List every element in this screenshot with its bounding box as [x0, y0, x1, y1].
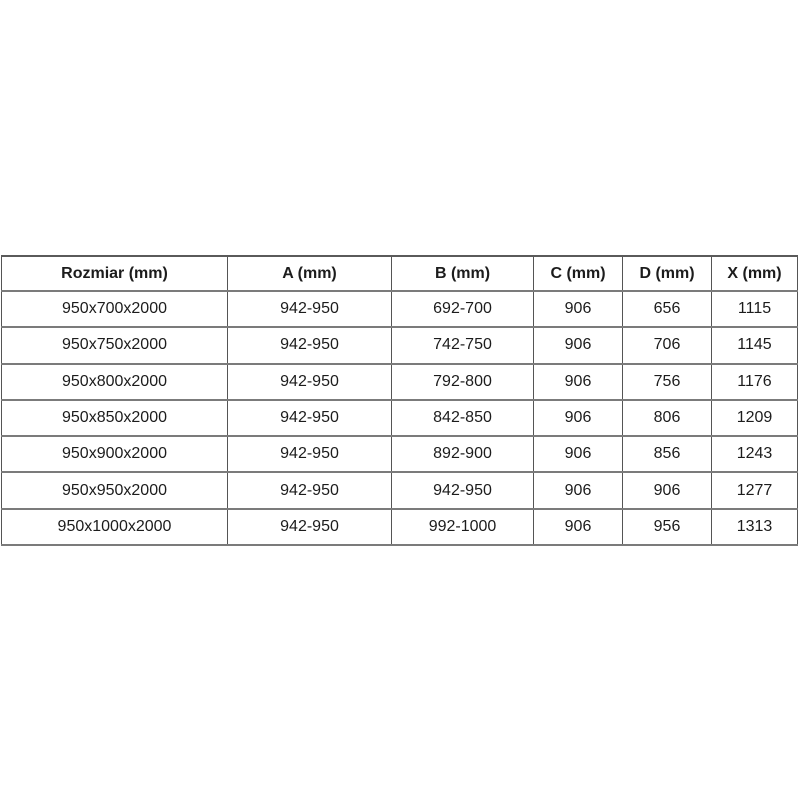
- table-cell-rozmiar: 950x750x2000: [2, 327, 228, 363]
- dimensions-table: [1, 255, 798, 546]
- table-cell-rozmiar: 950x950x2000: [2, 472, 228, 508]
- table-cell-c: 906: [534, 291, 623, 327]
- table-cell-a: 942-950: [228, 327, 392, 363]
- table-cell-x: 1115: [712, 291, 798, 327]
- table-cell-x: 1277: [712, 472, 798, 508]
- table-cell-c: 906: [534, 472, 623, 508]
- table-cell-d: 756: [623, 364, 712, 400]
- table-cell-d: 706: [623, 327, 712, 363]
- table-cell-a: 942-950: [228, 364, 392, 400]
- column-header-c: C (mm): [534, 256, 623, 291]
- table-row: [2, 472, 798, 508]
- table-cell-b: 992-1000: [392, 509, 534, 545]
- table-row: [2, 327, 798, 363]
- table-cell-d: 656: [623, 291, 712, 327]
- table-cell-a: 942-950: [228, 436, 392, 472]
- table-cell-d: 856: [623, 436, 712, 472]
- table-cell-a: 942-950: [228, 400, 392, 436]
- column-header-rozmiar: Rozmiar (mm): [2, 256, 228, 291]
- table-cell-rozmiar: 950x1000x2000: [2, 509, 228, 545]
- table-cell-a: 942-950: [228, 291, 392, 327]
- table-cell-b: 842-850: [392, 400, 534, 436]
- table-cell-x: 1313: [712, 509, 798, 545]
- table-row: [2, 400, 798, 436]
- column-header-d: D (mm): [623, 256, 712, 291]
- column-header-a: A (mm): [228, 256, 392, 291]
- column-header-b: B (mm): [392, 256, 534, 291]
- table-cell-b: 892-900: [392, 436, 534, 472]
- table-cell-d: 806: [623, 400, 712, 436]
- table-cell-c: 906: [534, 400, 623, 436]
- table-cell-rozmiar: 950x800x2000: [2, 364, 228, 400]
- table-cell-b: 742-750: [392, 327, 534, 363]
- table-cell-x: 1176: [712, 364, 798, 400]
- table-cell-rozmiar: 950x700x2000: [2, 291, 228, 327]
- table-cell-a: 942-950: [228, 472, 392, 508]
- table-row: [2, 364, 798, 400]
- table-cell-c: 906: [534, 364, 623, 400]
- table-row: [2, 291, 798, 327]
- table-cell-c: 906: [534, 327, 623, 363]
- table-cell-rozmiar: 950x850x2000: [2, 400, 228, 436]
- table-cell-b: 942-950: [392, 472, 534, 508]
- table-cell-d: 906: [623, 472, 712, 508]
- table-cell-b: 792-800: [392, 364, 534, 400]
- table-cell-b: 692-700: [392, 291, 534, 327]
- table-cell-c: 906: [534, 436, 623, 472]
- table-row: [2, 436, 798, 472]
- table-cell-x: 1145: [712, 327, 798, 363]
- header-row: [2, 256, 798, 291]
- table-cell-c: 906: [534, 509, 623, 545]
- table-cell-x: 1209: [712, 400, 798, 436]
- table-row: [2, 509, 798, 545]
- table-cell-a: 942-950: [228, 509, 392, 545]
- table-cell-rozmiar: 950x900x2000: [2, 436, 228, 472]
- table-cell-d: 956: [623, 509, 712, 545]
- column-header-x: X (mm): [712, 256, 798, 291]
- table-cell-x: 1243: [712, 436, 798, 472]
